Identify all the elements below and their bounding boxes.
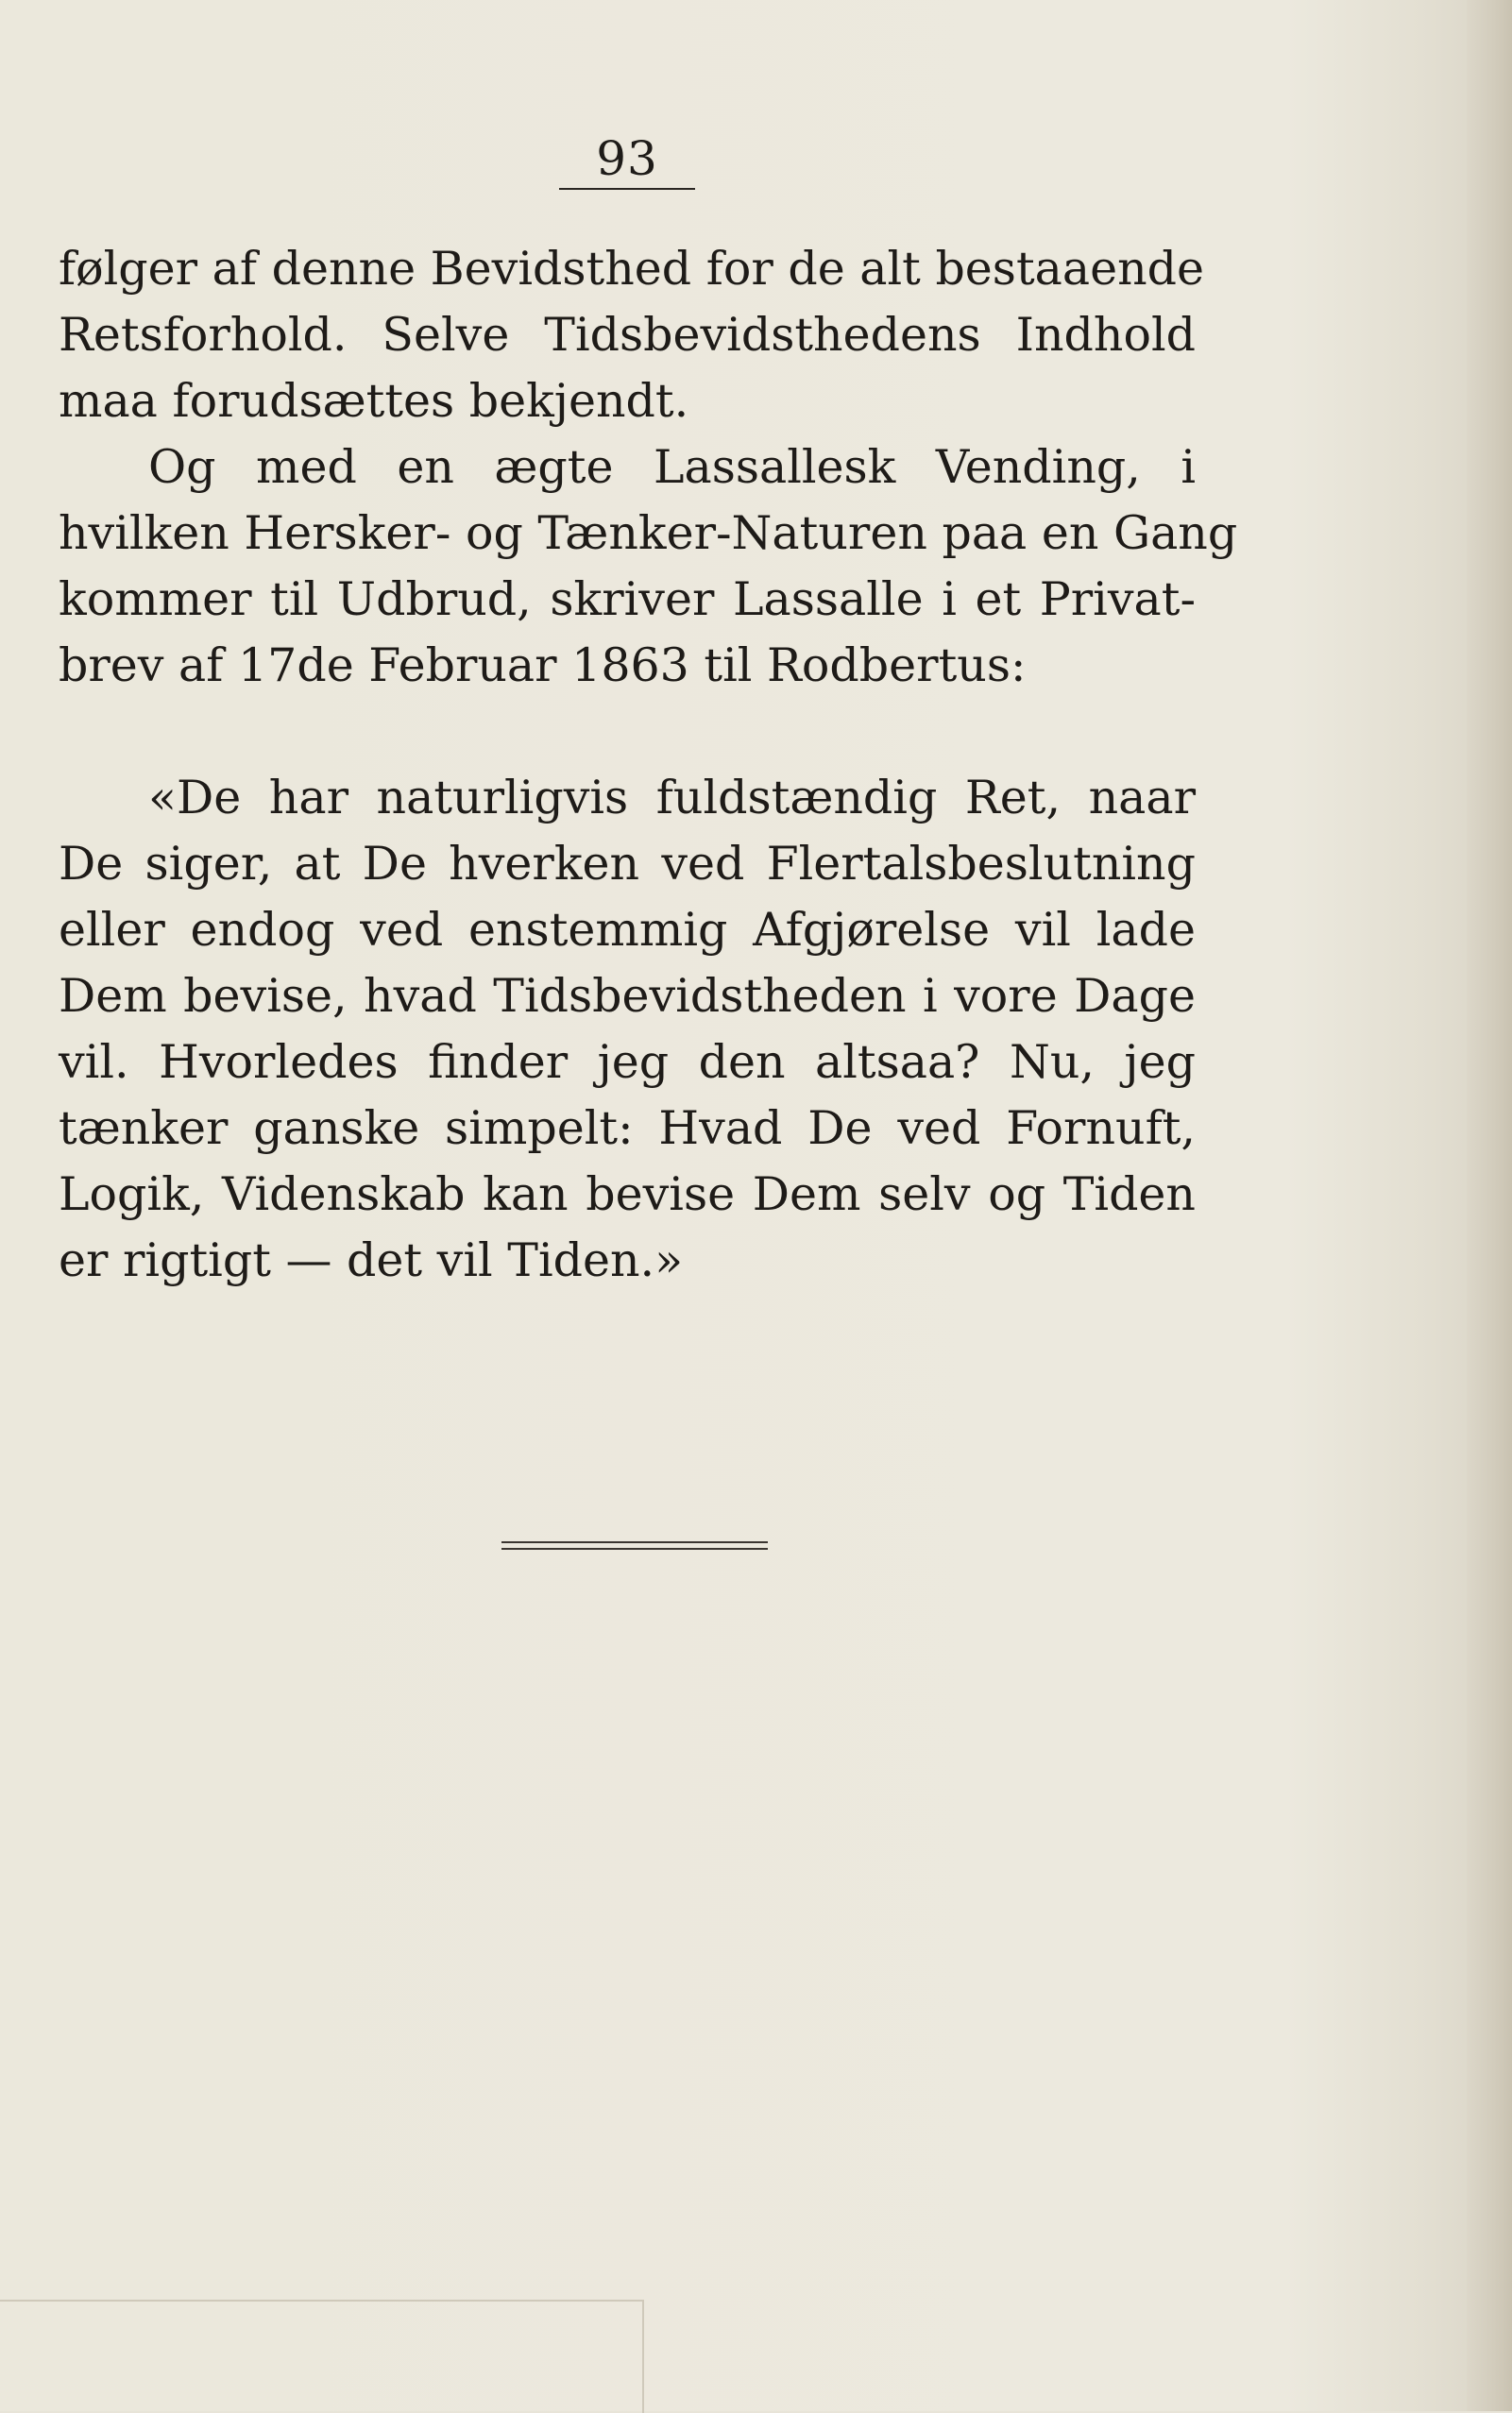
text-line: følger af denne Bevidsthed for de alt bestaaende — [59, 242, 1204, 296]
text-line: brev af 17de Februar 1863 til Rodbertus: — [59, 638, 1027, 692]
page-edge-shadow — [1467, 0, 1512, 2411]
section-end-rule — [501, 1541, 768, 1551]
quote-line: Dem bevise, hvad Tidsbevidstheden i vore Dage — [59, 969, 1196, 1023]
page-number-rule — [559, 188, 695, 190]
body-text — [59, 236, 1238, 699]
quote-line: eller endog ved enstemmig Afgjørelse vil lade — [59, 903, 1196, 957]
quotation — [59, 765, 1196, 1294]
page-number: 93 — [596, 131, 658, 186]
rule-line-bottom — [501, 1548, 768, 1550]
text-line: Retsforhold. Selve Tidsbevidsthedens Indhold — [59, 308, 1196, 362]
text-line: hvilken Hersker- og Tænker-Naturen paa en Gang — [59, 506, 1238, 560]
text-line: maa forudsættes bekjendt. — [59, 374, 689, 428]
quote-line: tænker ganske simpelt: Hvad De ved Fornuft, — [59, 1101, 1196, 1155]
quote-line: vil. Hvorledes finder jeg den altsaa? Nu, jeg — [59, 1035, 1196, 1089]
text-line: kommer til Udbrud, skriver Lassalle i et Privat- — [59, 572, 1196, 626]
text-line: Og med en ægte Lassallesk Vending, i — [148, 440, 1196, 494]
rule-line-top — [501, 1541, 768, 1543]
quote-line: er rigtigt — det vil Tiden.» — [59, 1233, 684, 1287]
scan-artifact-corner — [0, 2300, 644, 2413]
quote-line: De siger, at De hverken ved Flertalsbeslutning — [59, 837, 1196, 891]
quote-line: «De har naturligvis fuldstændig Ret, naar — [148, 771, 1196, 824]
quote-line: Logik, Videnskab kan bevise Dem selv og Tiden — [59, 1167, 1196, 1221]
